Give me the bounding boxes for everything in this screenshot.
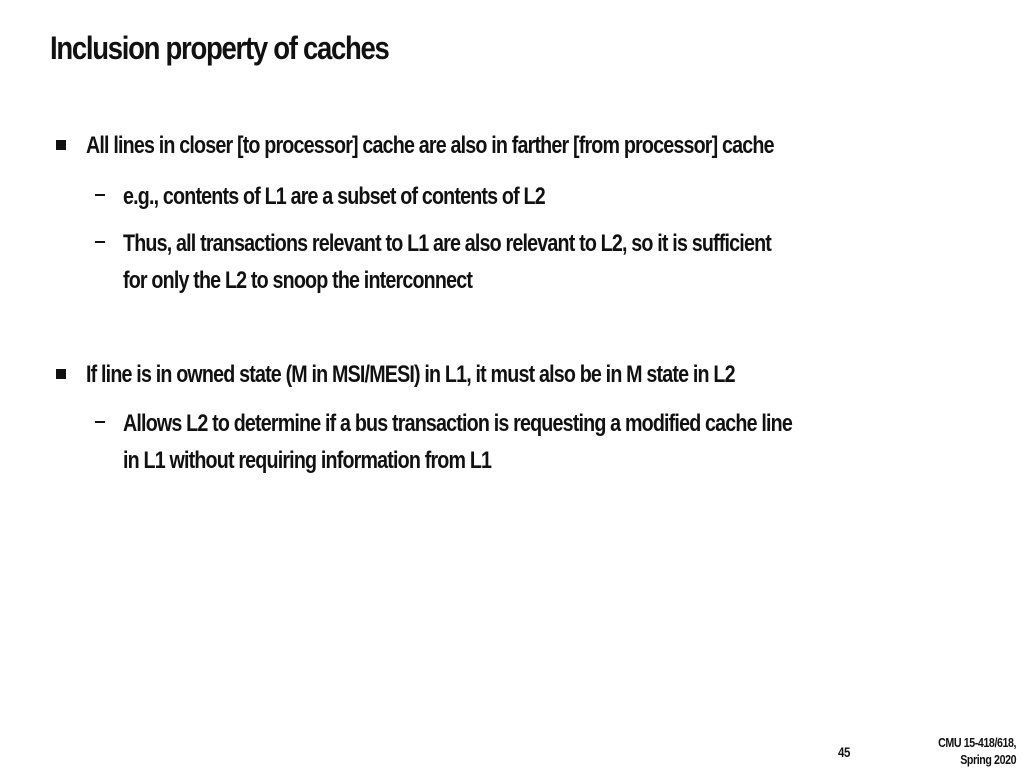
sub-item-line: e.g., contents of L1 are a subset of contents of L2 (123, 183, 545, 210)
sub-item-line: in L1 without requiring information from L1 (123, 447, 492, 474)
course-label (938, 734, 1016, 768)
square-bullet-icon (56, 140, 66, 150)
slide-title: Inclusion property of caches (50, 30, 389, 66)
sub-item-text (123, 405, 792, 479)
sub-item-determine (95, 409, 939, 479)
bullet-text: All lines in closer [to processor] cache are also in farther [from processor] cache (86, 132, 774, 159)
course-label-line: Spring 2020 (960, 752, 1016, 767)
sub-item-snoop (95, 229, 913, 299)
sub-item-line: Allows L2 to determine if a bus transaction is requesting a modified cache line (123, 410, 793, 437)
sub-item-text (123, 178, 545, 215)
square-bullet-icon (56, 369, 66, 379)
bullet-item-owned-state (56, 361, 877, 389)
sub-item-line: Thus, all transactions relevant to L1 are also relevant to L2, so it is sufficient (123, 230, 772, 257)
bullet-item-inclusion (56, 132, 925, 160)
sub-item-subset (95, 182, 637, 215)
course-label-line: CMU 15-418/618, (937, 735, 1016, 750)
dash-bullet-icon (95, 194, 105, 196)
sub-item-text (123, 225, 771, 299)
page-number: 45 (838, 744, 850, 760)
dash-bullet-icon (95, 241, 105, 243)
bullet-text: If line is in owned state (M in MSI/MESI) in L1, it must also be in M state in L2 (86, 361, 735, 388)
dash-bullet-icon (95, 421, 105, 423)
sub-item-line: for only the L2 to snoop the interconnect (123, 267, 473, 294)
